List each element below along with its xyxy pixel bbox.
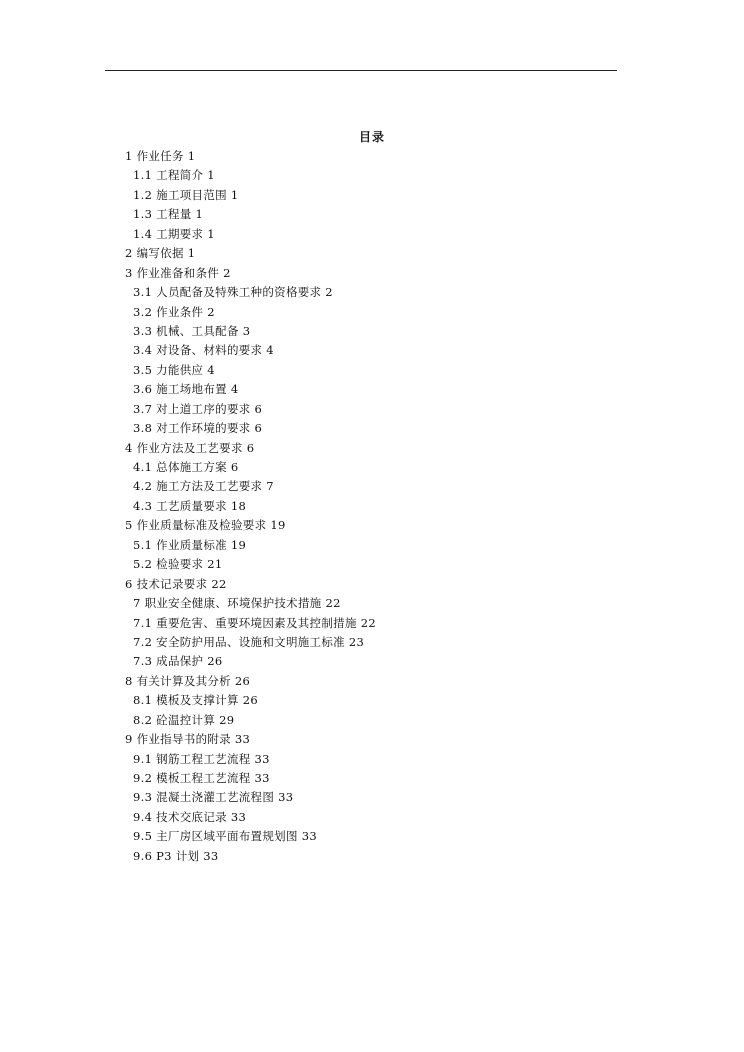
toc-entry[interactable] bbox=[0, 225, 744, 244]
toc-entry-text: 6 技术记录要求 22 bbox=[125, 576, 227, 591]
toc-entry[interactable] bbox=[0, 186, 744, 205]
toc-entry-text: 3.5 力能供应 4 bbox=[133, 362, 215, 377]
toc-entry[interactable] bbox=[0, 730, 744, 749]
toc-entry-text: 3.8 对工作环境的要求 6 bbox=[133, 421, 263, 436]
toc-entry[interactable] bbox=[0, 711, 744, 730]
toc-entry-text: 1 作业任务 1 bbox=[125, 149, 196, 163]
toc-entry-text: 8.2 砼温控计算 29 bbox=[133, 712, 235, 727]
toc-entry-text: 1.4 工期要求 1 bbox=[133, 226, 215, 241]
toc-entry-text: 1.3 工程量 1 bbox=[133, 207, 204, 222]
toc-entry[interactable] bbox=[0, 516, 744, 535]
toc-entry-text: 7.3 成品保护 26 bbox=[133, 654, 223, 669]
toc-entry[interactable] bbox=[0, 808, 744, 827]
toc-entry[interactable] bbox=[0, 497, 744, 516]
toc-entry-text: 3.6 施工场地布置 4 bbox=[133, 382, 239, 397]
toc-entry[interactable] bbox=[0, 555, 744, 574]
toc-entry-text: 7 职业安全健康、环境保护技术措施 22 bbox=[133, 596, 341, 611]
toc-entry[interactable] bbox=[0, 633, 744, 652]
toc-entry-text: 4.3 工艺质量要求 18 bbox=[133, 498, 247, 513]
toc-entry[interactable] bbox=[0, 614, 744, 633]
toc-list bbox=[0, 147, 744, 866]
toc-entry[interactable] bbox=[0, 477, 744, 496]
toc-entry[interactable] bbox=[0, 827, 744, 846]
toc-entry[interactable] bbox=[0, 847, 744, 866]
toc-entry-text: 3.3 机械、工具配备 3 bbox=[133, 323, 251, 338]
toc-entry[interactable] bbox=[0, 303, 744, 322]
toc-entry-text: 9.2 模板工程工艺流程 33 bbox=[133, 771, 270, 785]
toc-entry-text: 5.2 检验要求 21 bbox=[133, 557, 223, 572]
toc-entry[interactable] bbox=[0, 361, 744, 380]
toc-title: 目录 bbox=[358, 130, 385, 144]
toc-entry[interactable] bbox=[0, 166, 744, 185]
toc-entry[interactable] bbox=[0, 769, 744, 788]
toc-entry-text: 8 有关计算及其分析 26 bbox=[125, 673, 251, 688]
toc-entry[interactable] bbox=[0, 341, 744, 360]
toc-entry-text: 2 编写依据 1 bbox=[125, 246, 196, 261]
toc-entry[interactable] bbox=[0, 322, 744, 341]
toc-entry[interactable] bbox=[0, 400, 744, 419]
toc-entry[interactable] bbox=[0, 419, 744, 438]
toc-entry-text: 9.3 混凝土浇灌工艺流程图 33 bbox=[133, 790, 294, 805]
toc-entry[interactable] bbox=[0, 264, 744, 283]
toc-entry[interactable] bbox=[0, 244, 744, 263]
toc-entry[interactable] bbox=[0, 652, 744, 671]
toc-entry[interactable] bbox=[0, 750, 744, 769]
toc-entry[interactable] bbox=[0, 536, 744, 555]
toc-entry[interactable] bbox=[0, 147, 744, 166]
toc-entry-text: 3.7 对上道工序的要求 6 bbox=[133, 401, 263, 416]
toc-entry[interactable] bbox=[0, 439, 744, 458]
toc-entry[interactable] bbox=[0, 205, 744, 224]
toc-entry[interactable] bbox=[0, 672, 744, 691]
toc-entry-text: 9 作业指导书的附录 33 bbox=[125, 732, 251, 747]
toc-entry-text: 1.1 工程简介 1 bbox=[133, 168, 215, 183]
toc-entry-text: 9.1 钢筋工程工艺流程 33 bbox=[133, 751, 270, 766]
toc-entry[interactable] bbox=[0, 458, 744, 477]
toc-entry-text: 3 作业准备和条件 2 bbox=[125, 265, 231, 280]
toc-entry[interactable] bbox=[0, 283, 744, 302]
toc-entry-text: 8.1 模板及支撑计算 26 bbox=[133, 693, 258, 708]
toc-entry-text: 4.1 总体施工方案 6 bbox=[133, 460, 239, 474]
toc-entry[interactable] bbox=[0, 380, 744, 399]
toc-entry-text: 4.2 施工方法及工艺要求 7 bbox=[133, 479, 274, 494]
toc-entry-text: 9.6 P3 计划 33 bbox=[133, 848, 219, 863]
toc-entry[interactable] bbox=[0, 594, 744, 613]
toc-entry-text: 7.1 重要危害、重要环境因素及其控制措施 22 bbox=[133, 615, 376, 630]
toc-entry-text: 4 作业方法及工艺要求 6 bbox=[125, 440, 255, 455]
toc-entry[interactable] bbox=[0, 575, 744, 594]
header-rule bbox=[105, 70, 617, 71]
toc-entry-text: 5 作业质量标准及检验要求 19 bbox=[125, 518, 286, 533]
toc-entry-text: 3.2 作业条件 2 bbox=[133, 304, 215, 319]
toc-entry[interactable] bbox=[0, 788, 744, 807]
toc-entry-text: 5.1 作业质量标准 19 bbox=[133, 537, 247, 552]
toc-entry-text: 1.2 施工项目范围 1 bbox=[133, 187, 239, 202]
toc-entry-text: 9.4 技术交底记录 33 bbox=[133, 809, 247, 824]
toc-entry-text: 7.2 安全防护用品、设施和文明施工标准 23 bbox=[133, 634, 365, 649]
toc-entry-text: 3.4 对设备、材料的要求 4 bbox=[133, 343, 274, 358]
toc-entry-text: 9.5 主厂房区域平面布置规划图 33 bbox=[133, 829, 317, 844]
toc-entry[interactable] bbox=[0, 691, 744, 710]
toc-entry-text: 3.1 人员配备及特殊工种的资格要求 2 bbox=[133, 285, 333, 300]
